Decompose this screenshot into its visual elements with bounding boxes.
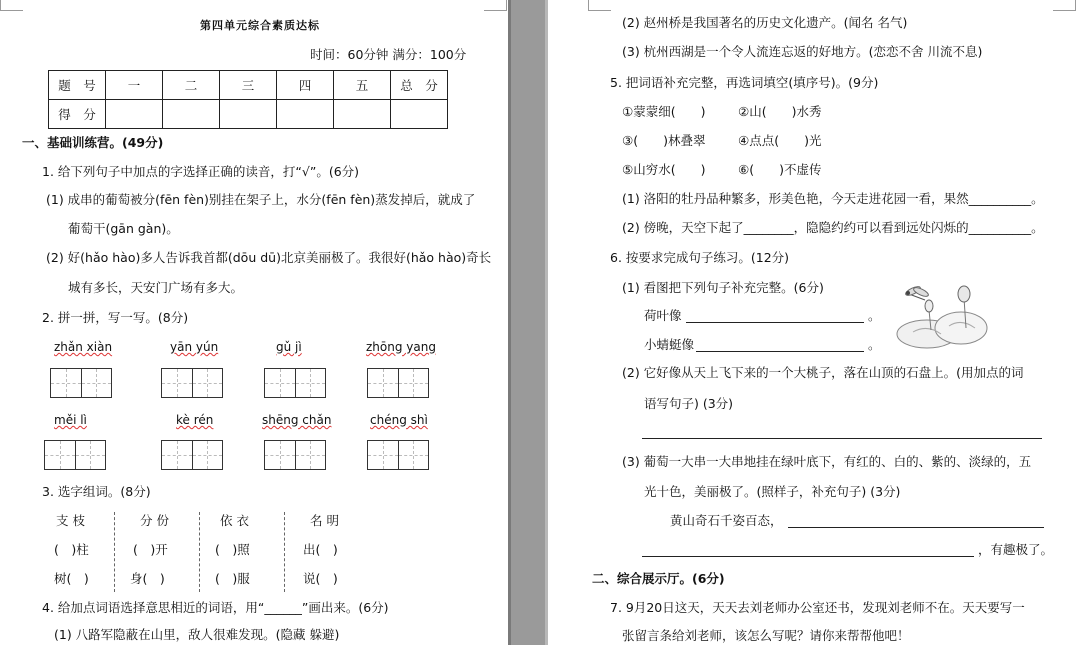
- question-7-cont: 张留言条给刘老师，该怎么写呢？请你来帮帮他吧！: [622, 628, 910, 643]
- idiom-blank[interactable]: ③( )林叠翠: [622, 133, 706, 148]
- sentence-prompt: 黄山奇石千姿百态，: [670, 513, 783, 528]
- column-divider: [284, 512, 285, 592]
- period: 。: [868, 337, 881, 352]
- score-row-label: 得 分: [49, 100, 106, 129]
- question-5: 5. 把词语补充完整，再选词填空(填序号)。(9分): [610, 75, 879, 90]
- crop-mark: [484, 0, 507, 11]
- score-header: 三: [220, 71, 277, 100]
- idiom-blank[interactable]: ⑥( )不虚传: [738, 162, 822, 177]
- right-page: [548, 0, 1077, 645]
- character-pair: 分 份: [140, 513, 169, 528]
- question-6-part-3-cont: 光十色，美丽极了。(照样子，补充句子) (3分): [644, 484, 901, 499]
- idiom-blank[interactable]: ⑤山穷水( ): [622, 162, 706, 177]
- left-page: [0, 0, 508, 645]
- writing-grid[interactable]: [50, 368, 112, 398]
- sentence-prompt: 小蜻蜓像: [644, 337, 695, 352]
- writing-grid[interactable]: [264, 440, 326, 470]
- question-7: 7. 9月20日这天，天天去刘老师办公室还书，发现刘老师不在。天天要写一: [610, 600, 1025, 615]
- answer-line[interactable]: [642, 438, 1042, 439]
- pinyin-prompt: gǔ jì: [276, 340, 302, 354]
- question-3: 3. 选字组词。(8分): [42, 484, 151, 499]
- score-cell[interactable]: [277, 100, 334, 129]
- question-4-part-3: (3) 杭州西湖是一个令人流连忘返的好地方。(恋恋不舍 川流不息): [622, 44, 983, 59]
- score-header: 总 分: [391, 71, 448, 100]
- answer-line[interactable]: [696, 351, 864, 352]
- word-blank[interactable]: ( )照: [215, 542, 250, 557]
- word-blank[interactable]: ( )开: [133, 542, 168, 557]
- question-1-part-2: (2) 好(hǎo hào)多人告诉我首都(dōu dū)北京美丽极了。我很好(hǎo hào)奇长: [46, 250, 492, 265]
- crop-mark: [0, 0, 23, 11]
- question-1: 1. 给下列句子中加点的字选择正确的读音，打“√”。(6分): [42, 164, 360, 179]
- writing-grid[interactable]: [367, 440, 429, 470]
- answer-line[interactable]: [642, 556, 974, 557]
- word-blank[interactable]: 身( ): [130, 571, 165, 586]
- score-cell[interactable]: [106, 100, 163, 129]
- pinyin-prompt: shēng chǎn: [262, 413, 332, 427]
- idiom-blank[interactable]: ②山( )水秀: [738, 104, 822, 119]
- score-header: 题 号: [49, 71, 106, 100]
- period: 。: [868, 308, 881, 323]
- question-6: 6. 按要求完成句子练习。(12分): [610, 250, 790, 265]
- question-6-part-2: (2) 它好像从天上飞下来的一个大桃子，落在山顶的石盘上。(用加点的词: [622, 365, 1024, 380]
- question-4: 4. 给加点词语选择意思相近的词语，用“______”画出来。(6分): [42, 600, 389, 615]
- question-6-part-1: (1) 看图把下列句子补充完整。(6分): [622, 280, 824, 295]
- pinyin-prompt: kè rén: [176, 413, 214, 427]
- writing-grid[interactable]: [367, 368, 429, 398]
- word-blank[interactable]: 出( ): [303, 542, 338, 557]
- score-cell[interactable]: [391, 100, 448, 129]
- question-1-part-1-cont: 葡萄干(gān gàn)。: [68, 221, 179, 236]
- character-pair: 支 枝: [56, 513, 85, 528]
- question-5-part-2: (2) 傍晚，天空下起了________，隐隐约约可以看到远处闪烁的__________。: [622, 220, 1044, 235]
- score-header: 四: [277, 71, 334, 100]
- score-cell[interactable]: [334, 100, 391, 129]
- crop-mark: [588, 0, 611, 11]
- question-6-part-3: (3) 葡萄一大串一大串地挂在绿叶底下，有红的、白的、紫的、淡绿的，五: [622, 454, 1032, 469]
- pinyin-prompt: chéng shì: [370, 413, 428, 427]
- lotus-dragonfly-illustration: [891, 280, 995, 352]
- answer-line[interactable]: [686, 322, 864, 323]
- score-cell[interactable]: [163, 100, 220, 129]
- section-heading: 一、基础训练营。(49分): [22, 135, 164, 150]
- time-score-info: 时间：60分钟 满分：100分: [310, 47, 467, 62]
- pinyin-prompt: zhōng yang: [366, 340, 436, 354]
- word-blank[interactable]: ( )柱: [54, 542, 89, 557]
- question-4-part-2: (2) 赵州桥是我国著名的历史文化遗产。(闻名 名气): [622, 15, 908, 30]
- word-blank[interactable]: 说( ): [303, 571, 338, 586]
- column-divider: [199, 512, 200, 592]
- writing-grid[interactable]: [264, 368, 326, 398]
- answer-line[interactable]: [788, 527, 1044, 528]
- word-blank[interactable]: ( )服: [215, 571, 250, 586]
- question-6-part-2-cont: 语写句子) (3分): [644, 396, 734, 411]
- pinyin-prompt: měi lì: [54, 413, 87, 427]
- crop-mark: [1053, 0, 1076, 11]
- character-pair: 依 衣: [220, 513, 249, 528]
- question-5-part-1: (1) 洛阳的牡丹品种繁多，形美色艳，今天走进花园一看，果然__________。: [622, 191, 1044, 206]
- sentence-ending: ，有趣极了。: [978, 542, 1054, 557]
- score-cell[interactable]: [220, 100, 277, 129]
- question-4-part-1: (1) 八路军隐蔽在山里，敌人很难发现。(隐藏 躲避): [54, 627, 340, 642]
- writing-grid[interactable]: [161, 368, 223, 398]
- character-pair: 名 明: [310, 513, 339, 528]
- question-2: 2. 拼一拼，写一写。(8分): [42, 310, 189, 325]
- score-table: [48, 70, 448, 129]
- idiom-blank[interactable]: ①蒙蒙细( ): [622, 104, 706, 119]
- pinyin-prompt: yān yún: [170, 340, 219, 354]
- question-1-part-2-cont: 城有多长，天安门广场有多大。: [68, 280, 244, 295]
- score-header: 一: [106, 71, 163, 100]
- section-heading: 二、综合展示厅。(6分): [592, 571, 725, 586]
- word-blank[interactable]: 树( ): [54, 571, 89, 586]
- score-header: 二: [163, 71, 220, 100]
- writing-grid[interactable]: [44, 440, 106, 470]
- writing-grid[interactable]: [161, 440, 223, 470]
- pinyin-prompt: zhǎn xiàn: [54, 340, 113, 354]
- page-gutter: [508, 0, 548, 645]
- score-header: 五: [334, 71, 391, 100]
- sentence-prompt: 荷叶像: [644, 308, 682, 323]
- column-divider: [114, 512, 115, 592]
- question-1-part-1: (1) 成串的葡萄被分(fēn fèn)别挂在架子上，水分(fēn fèn)蒸发掉后，就成了: [46, 192, 476, 207]
- exam-title: 第四单元综合素质达标: [200, 19, 320, 32]
- idiom-blank[interactable]: ④点点( )光: [738, 133, 822, 148]
